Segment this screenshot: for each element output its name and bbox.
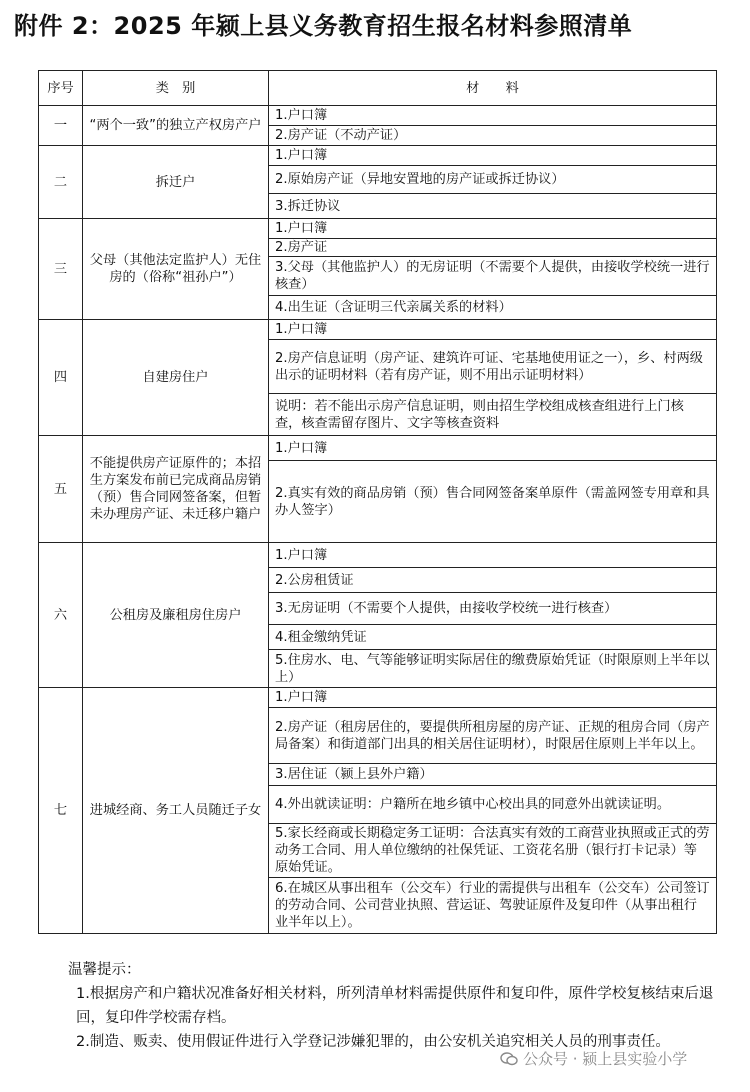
wechat-icon (500, 1052, 518, 1066)
material-item: 2.真实有效的商品房销（预）售合同网签备案单原件（需盖网签专用章和具办人签字） (269, 461, 717, 543)
material-item: 2.房产信息证明（房产证、建筑许可证、宅基地使用证之一），乡、村两级出示的证明材料（若有房产证，则不用出示证明材料） (269, 340, 717, 394)
material-item: 1.户口簿 (269, 320, 717, 340)
row-number: 一 (39, 106, 83, 146)
row-category: 公租房及廉租房住房户 (83, 543, 269, 688)
material-item: 2.房产证（不动产证） (269, 126, 717, 146)
material-item: 4.出生证（含证明三代亲属关系的材料） (269, 296, 717, 320)
material-item: 5.家长经商或长期稳定务工证明：合法真实有效的工商营业执照或正式的劳动务工合同、用人单位缴纳的社保凭证、工资花名册（银行打卡记录）等原始凭证。 (269, 824, 717, 878)
tips-section (40, 958, 730, 1054)
document-title: 附件 2：2025 年颍上县义务教育招生报名材料参照清单 (14, 12, 633, 40)
material-item: 6.在城区从事出租车（公交车）行业的需提供与出租车（公交车）公司签订的劳动合同、公司营业执照、营运证、驾驶证原件及复印件（从事出租行业半年以上）。 (269, 878, 717, 934)
row-number: 五 (39, 436, 83, 543)
material-item: 2.公房租赁证 (269, 568, 717, 593)
material-item: 2.原始房产证（异地安置地的房产证或拆迁协议） (269, 166, 717, 194)
material-item: 3.无房证明（不需要个人提供，由接收学校统一进行核查） (269, 593, 717, 625)
material-item: 3.居住证（颍上县外户籍） (269, 764, 717, 786)
table-row (39, 543, 717, 568)
table-row (39, 146, 717, 166)
material-item: 1.户口簿 (269, 219, 717, 239)
row-category: 父母（其他法定监护人）无住房的（俗称“祖孙户”） (83, 219, 269, 320)
material-item: 4.外出就读证明：户籍所在地乡镇中心校出具的同意外出就读证明。 (269, 786, 717, 824)
row-category: 不能提供房产证原件的；本招生方案发布前已完成商品房销（预）售合同网签备案，但暂未办理房产证、未迁移户籍户 (83, 436, 269, 543)
material-item: 4.租金缴纳凭证 (269, 625, 717, 650)
materials-table (38, 70, 717, 934)
tips-heading: 温馨提示： (68, 962, 141, 978)
row-number: 三 (39, 219, 83, 320)
table-row (39, 219, 717, 239)
material-item: 2.房产证（租房居住的，要提供所租房屋的房产证、正规的租房合同（房产局备案）和街道部门出具的相关居住证明材），时限居住原则上半年以上。 (269, 708, 717, 764)
material-item: 5.住房水、电、气等能够证明实际居住的缴费原始凭证（时限原则上半年以上） (269, 650, 717, 688)
table-header-row (39, 71, 717, 106)
watermark (500, 1048, 687, 1069)
row-number: 六 (39, 543, 83, 688)
row-category: 自建房住户 (83, 320, 269, 436)
header-materials: 材 料 (269, 71, 717, 106)
row-number: 七 (39, 688, 83, 934)
material-item: 说明：若不能出示房产信息证明，则由招生学校组成核查组进行上门核查，核查需留存图片、文字等核查资料 (269, 394, 717, 436)
material-item: 3.父母（其他监护人）的无房证明（不需要个人提供，由接收学校统一进行核查） (269, 257, 717, 296)
table-row (39, 688, 717, 708)
table-row (39, 436, 717, 461)
row-category: “两个一致”的独立产权房产户 (83, 106, 269, 146)
row-category: 进城经商、务工人员随迁子女 (83, 688, 269, 934)
table-row (39, 106, 717, 126)
material-item: 1.户口簿 (269, 146, 717, 166)
row-number: 二 (39, 146, 83, 219)
header-no: 序号 (39, 71, 83, 106)
material-item: 1.户口簿 (269, 106, 717, 126)
table-body (39, 106, 717, 934)
row-number: 四 (39, 320, 83, 436)
tip-item-2: 2.制造、贩卖、使用假证件进行入学登记涉嫌犯罪的，由公安机关追究相关人员的刑事责任。 (76, 1034, 670, 1050)
tip-item-1: 1.根据房产和户籍状况准备好相关材料，所列清单材料需提供原件和复印件，原件学校复核结束后退回，复印件学校需存档。 (76, 986, 714, 1026)
material-item: 1.户口簿 (269, 436, 717, 461)
row-category: 拆迁户 (83, 146, 269, 219)
material-item: 1.户口簿 (269, 688, 717, 708)
material-item: 3.拆迁协议 (269, 194, 717, 219)
table-row (39, 320, 717, 340)
material-item: 1.户口簿 (269, 543, 717, 568)
material-item: 2.房产证 (269, 239, 717, 257)
header-category: 类 别 (83, 71, 269, 106)
watermark-text: 公众号 · 颍上县实验小学 (523, 1050, 688, 1068)
